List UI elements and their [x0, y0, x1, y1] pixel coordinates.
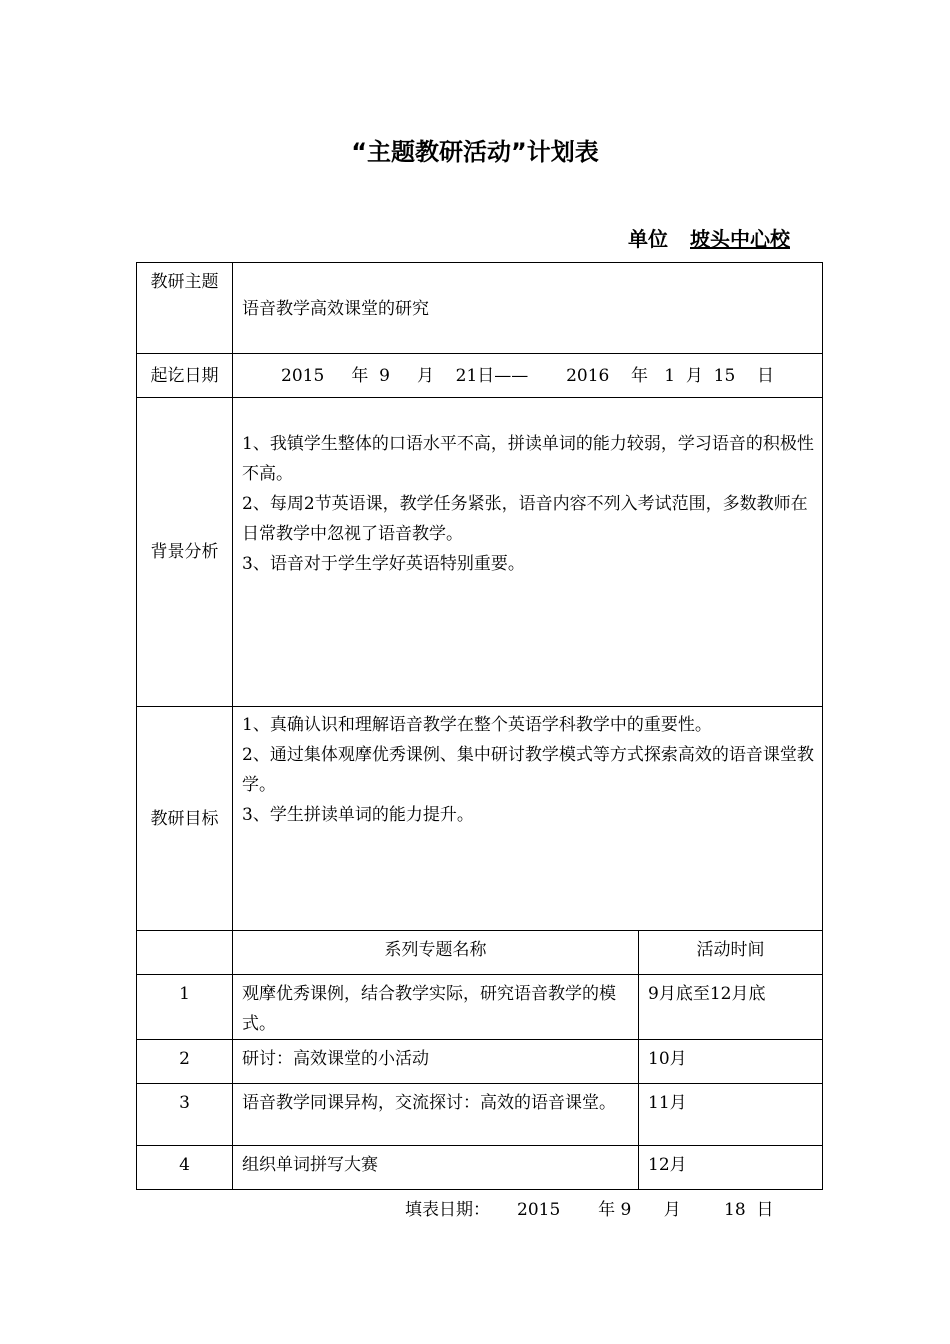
goals-label: 教研目标 [137, 707, 233, 931]
fill-day-unit: 日 [756, 1200, 774, 1220]
start-year: 2015 [281, 365, 325, 386]
series-header-time: 活动时间 [639, 931, 823, 975]
series-name: 观摩优秀课例，结合教学实际，研究语音教学的模式。 [233, 975, 639, 1040]
start-year-unit: 年 [351, 365, 369, 386]
series-row [137, 1146, 823, 1190]
fill-year: 2015 [517, 1200, 561, 1220]
start-day: 21 [455, 365, 478, 386]
series-header-no [137, 931, 233, 975]
background-item: 3、语音对于学生学好英语特别重要。 [242, 554, 525, 574]
series-row [137, 1040, 823, 1084]
series-no: 4 [137, 1146, 233, 1190]
series-time: 9月底至12月底 [639, 975, 823, 1040]
series-name: 语音教学同课异构，交流探讨：高效的语音课堂。 [233, 1084, 639, 1146]
unit-value: 坡头中心校 [690, 227, 790, 251]
dates-label: 起讫日期 [137, 354, 233, 398]
goals-row [137, 707, 823, 931]
fill-month-unit: 月 [663, 1200, 681, 1220]
series-no: 3 [137, 1084, 233, 1146]
end-year: 2016 [566, 365, 610, 386]
background-label: 背景分析 [137, 398, 233, 707]
dates-row [137, 354, 823, 398]
goal-item: 3、学生拼读单词的能力提升。 [242, 805, 474, 825]
end-day-unit: 日 [756, 365, 774, 386]
series-no: 1 [137, 975, 233, 1040]
goal-item: 1、真确认识和理解语音教学在整个英语学科教学中的重要性。 [242, 715, 712, 735]
fill-year-unit: 年 [598, 1200, 616, 1220]
unit-line [628, 223, 790, 252]
topic-row [137, 263, 823, 354]
series-header-name: 系列专题名称 [233, 931, 639, 975]
series-no: 2 [137, 1040, 233, 1084]
plan-table [136, 262, 823, 1190]
end-year-unit: 年 [631, 365, 648, 386]
series-time: 12月 [639, 1146, 823, 1190]
unit-label: 单位 [628, 227, 668, 251]
background-item: 2、每周2节英语课，教学任务紧张，语音内容不列入考试范围，多数教师在日常教学中忽视了语音教学。 [242, 494, 808, 544]
series-row [137, 975, 823, 1040]
topic-label: 教研主题 [137, 263, 233, 354]
start-day-unit: 日—— [477, 365, 529, 386]
series-name: 组织单词拼写大赛 [233, 1146, 639, 1190]
fill-date-label: 填表日期： [405, 1200, 490, 1220]
page-title: “主题教研活动”计划表 [351, 138, 599, 166]
series-header-row [137, 931, 823, 975]
fill-day: 18 [724, 1200, 746, 1220]
series-time: 11月 [639, 1084, 823, 1146]
dates-value [233, 354, 823, 398]
start-month: 9 [379, 365, 390, 386]
background-content [233, 398, 823, 707]
goals-content [233, 707, 823, 931]
end-month: 1 [664, 365, 676, 386]
series-time: 10月 [639, 1040, 823, 1084]
series-name: 研讨：高效课堂的小活动 [233, 1040, 639, 1084]
background-row [137, 398, 823, 707]
end-month-unit: 月 [685, 365, 703, 386]
series-row [137, 1084, 823, 1146]
fill-month: 9 [620, 1200, 632, 1220]
goal-item: 2、通过集体观摩优秀课例、集中研讨教学模式等方式探索高效的语音课堂教学。 [242, 745, 814, 795]
fill-date [405, 1195, 773, 1220]
background-item: 1、我镇学生整体的口语水平不高，拼读单词的能力较弱，学习语音的积极性不高。 [242, 434, 814, 484]
start-month-unit: 月 [417, 365, 435, 386]
topic-value: 语音教学高效课堂的研究 [233, 263, 823, 354]
end-day: 15 [713, 365, 736, 386]
